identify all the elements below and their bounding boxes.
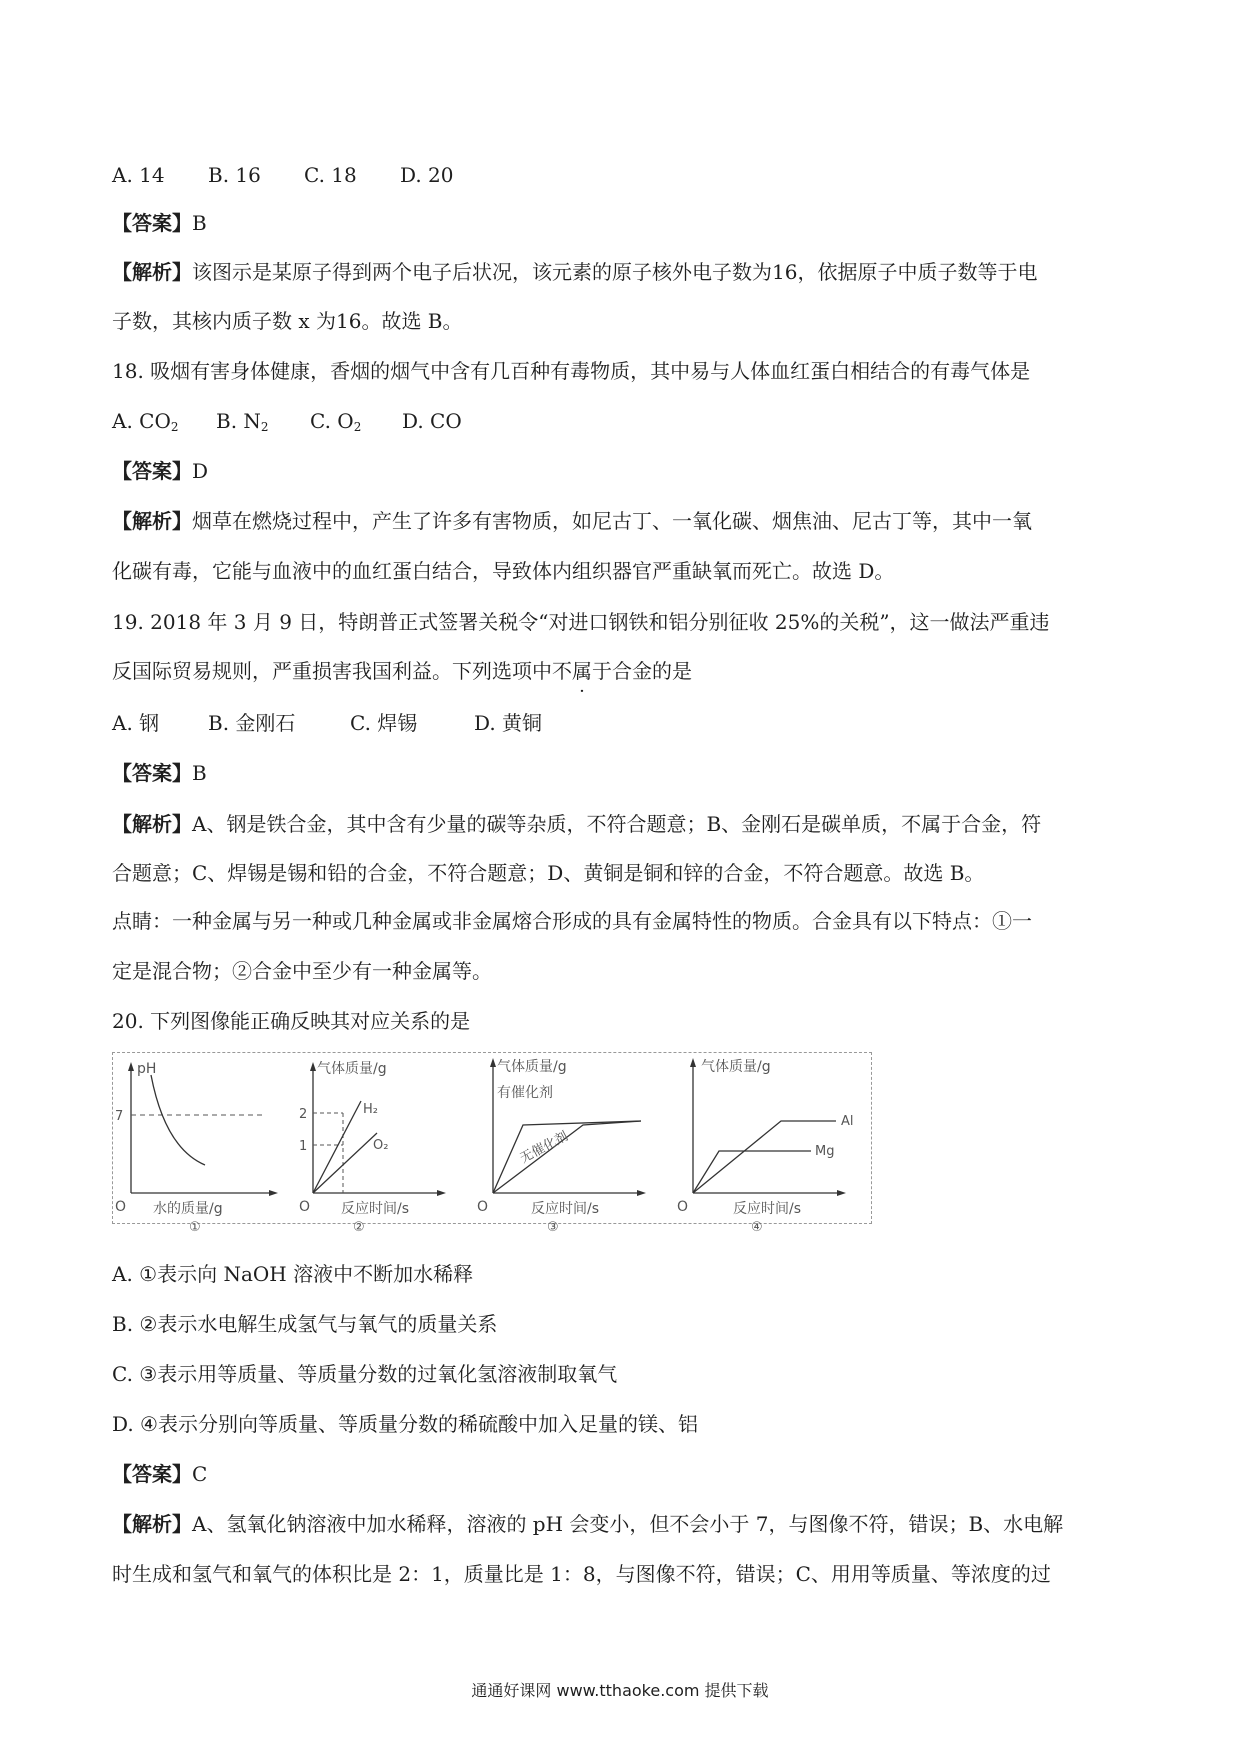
q18-option-b-sub: 2 bbox=[260, 420, 269, 434]
q18-option-c-sub: 2 bbox=[353, 420, 362, 434]
origin-label: O bbox=[299, 1199, 311, 1215]
graph-2-svg bbox=[291, 1053, 471, 1235]
q20-answer-value: C bbox=[192, 1462, 208, 1486]
x-label: 水的质量/g bbox=[153, 1201, 223, 1217]
q17-option-d: D. 20 bbox=[400, 163, 454, 187]
x-label: 反应时间/s bbox=[733, 1201, 802, 1217]
q19-options bbox=[112, 711, 542, 735]
caption: ④ bbox=[751, 1220, 763, 1235]
y-label: pH bbox=[137, 1061, 157, 1077]
q17-answer bbox=[112, 211, 207, 235]
q19-option-d: D. 黄铜 bbox=[474, 711, 543, 735]
mg-line bbox=[693, 1151, 811, 1193]
page-footer: 通通好课网 www.tthaoke.com 提供下载 bbox=[471, 1681, 769, 1700]
q18-options bbox=[112, 409, 462, 439]
h2-line bbox=[313, 1101, 361, 1193]
q18-analysis-line2: 化碳有毒，它能与血液中的血红蛋白结合，导致体内组织器官严重缺氧而死亡。故选 D。 bbox=[112, 559, 895, 583]
q17-answer-value: B bbox=[192, 211, 207, 235]
q18-option-c bbox=[310, 409, 402, 439]
q20-option-b: B. ②表示水电解生成氢气与氧气的质量关系 bbox=[112, 1312, 498, 1336]
graph-4 bbox=[671, 1053, 871, 1235]
answer-tag: 【答案】 bbox=[112, 459, 192, 483]
q19-answer bbox=[112, 761, 207, 785]
q19-answer-value: B bbox=[192, 761, 207, 785]
q17-analysis-line1 bbox=[112, 260, 1037, 284]
q19-stem-post: 合金的是 bbox=[612, 659, 692, 683]
x-axis-arrow bbox=[269, 1190, 278, 1196]
analysis-tag: 【解析】 bbox=[112, 260, 192, 284]
origin-label: O bbox=[677, 1199, 689, 1215]
q19-analysis-line1 bbox=[112, 812, 1041, 836]
q17-options bbox=[112, 163, 454, 187]
graph-3-svg bbox=[471, 1053, 671, 1235]
q17-option-a: A. 14 bbox=[112, 163, 165, 187]
q18-analysis-text1: 烟草在燃烧过程中，产生了许多有害物质，如尼古丁、一氧化碳、烟焦油、尼古丁等，其中一氧 bbox=[192, 509, 1032, 533]
q20-option-c: C. ③表示用等质量、等质量分数的过氧化氢溶液制取氧气 bbox=[112, 1362, 618, 1386]
q18-option-a bbox=[112, 409, 216, 439]
mg-label: Mg bbox=[815, 1144, 835, 1159]
q18-option-c-text: C. O bbox=[310, 409, 354, 433]
analysis-tag: 【解析】 bbox=[112, 509, 192, 533]
q19-stem-line2 bbox=[112, 659, 692, 683]
catalyst-label: 有催化剂 bbox=[497, 1085, 553, 1101]
caption: ② bbox=[353, 1220, 365, 1235]
q18-option-b bbox=[216, 409, 310, 439]
q19-stem-line1: 19. 2018 年 3 月 9 日，特朗普正式签署关税令“对进口钢铁和铝分别征收 25%的关税”，这一做法严重违 bbox=[112, 610, 1050, 634]
graph-4-svg bbox=[671, 1053, 871, 1235]
q18-stem: 18. 吸烟有害身体健康，香烟的烟气中含有几百种有毒物质，其中易与人体血红蛋白相结合的有毒气体是 bbox=[112, 359, 1031, 383]
q18-option-a-sub: 2 bbox=[170, 420, 179, 434]
q20-analysis-text1: A、氢氧化钠溶液中加水稀释，溶液的 pH 会变小，但不会小于 7，与图像不符，错误；B、水电解 bbox=[192, 1512, 1064, 1536]
level-tick: 7 bbox=[115, 1109, 124, 1124]
q20-figure bbox=[112, 1052, 872, 1235]
origin-label: O bbox=[115, 1199, 127, 1215]
q19-stem-pre: 反国际贸易规则，严重损害我国利益。下列选项中 bbox=[112, 659, 552, 683]
q19-note-line1: 点睛：一种金属与另一种或几种金属或非金属熔合形成的具有金属特性的物质。合金具有以下特点：①一 bbox=[112, 909, 1032, 933]
graph-1 bbox=[113, 1053, 293, 1235]
q20-analysis-line1 bbox=[112, 1512, 1063, 1536]
x-axis-arrow bbox=[437, 1190, 446, 1196]
q18-analysis-line1 bbox=[112, 509, 1032, 533]
analysis-tag: 【解析】 bbox=[112, 1512, 192, 1536]
analysis-tag: 【解析】 bbox=[112, 812, 192, 836]
q19-option-b: B. 金刚石 bbox=[208, 711, 296, 735]
answer-tag: 【答案】 bbox=[112, 1462, 192, 1486]
caption: ① bbox=[189, 1220, 201, 1235]
no-catalyst-label: 无催化剂 bbox=[517, 1128, 571, 1167]
y-label: 气体质量/g bbox=[317, 1061, 387, 1077]
q17-analysis-line2: 子数，其核内质子数 x 为16。故选 B。 bbox=[112, 309, 463, 333]
q18-answer bbox=[112, 459, 208, 483]
answer-tag: 【答案】 bbox=[112, 211, 192, 235]
q17-analysis-text1: 该图示是某原子得到两个电子后状况，该元素的原子核外电子数为16，依据原子中质子数等于电 bbox=[192, 260, 1038, 284]
x-axis-arrow bbox=[637, 1190, 646, 1196]
o2-label: O₂ bbox=[373, 1138, 389, 1153]
q19-analysis-line2: 合题意；C、焊锡是锡和铅的合金，不符合题意；D、黄铜是铜和锌的合金，不符合题意。故选 B。 bbox=[112, 861, 985, 885]
al-label: Al bbox=[841, 1114, 854, 1129]
h2-label: H₂ bbox=[363, 1102, 378, 1117]
caption: ③ bbox=[547, 1220, 559, 1235]
q19-note-line2: 定是混合物；②合金中至少有一种金属等。 bbox=[112, 959, 492, 983]
q18-option-b-text: B. N bbox=[216, 409, 261, 433]
q18-answer-value: D bbox=[192, 459, 209, 483]
q20-answer bbox=[112, 1462, 207, 1486]
q20-analysis-line2: 时生成和氢气和氧气的体积比是 2：1，质量比是 1：8，与图像不符，错误；C、用用等质量、等浓度的过 bbox=[112, 1562, 1051, 1586]
q18-option-d: D. CO bbox=[402, 409, 462, 433]
q19-analysis-text1: A、钢是铁合金，其中含有少量的碳等杂质，不符合题意；B、金刚石是碳单质，不属于合金，符 bbox=[192, 812, 1042, 836]
tick-2: 2 bbox=[299, 1107, 308, 1122]
catalyst-line bbox=[493, 1121, 641, 1193]
x-axis-arrow bbox=[837, 1190, 846, 1196]
ph-curve bbox=[151, 1075, 205, 1165]
o2-line bbox=[313, 1133, 377, 1193]
q20-option-d: D. ④表示分别向等质量、等质量分数的稀硫酸中加入足量的镁、铝 bbox=[112, 1412, 698, 1436]
graph-3 bbox=[471, 1053, 671, 1235]
x-label: 反应时间/s bbox=[341, 1201, 410, 1217]
origin-label: O bbox=[477, 1199, 489, 1215]
q20-option-a: A. ①表示向 NaOH 溶液中不断加水稀释 bbox=[112, 1262, 474, 1286]
q19-option-a: A. 钢 bbox=[112, 711, 160, 735]
tick-1: 1 bbox=[299, 1139, 308, 1154]
q19-option-c: C. 焊锡 bbox=[350, 711, 418, 735]
y-label: 气体质量/g bbox=[701, 1059, 771, 1075]
q19-stem-emphasis: 不属于 bbox=[552, 659, 612, 683]
y-label: 气体质量/g bbox=[497, 1059, 567, 1075]
y-axis-arrow bbox=[690, 1058, 696, 1067]
q17-option-c: C. 18 bbox=[304, 163, 357, 187]
x-label: 反应时间/s bbox=[531, 1201, 600, 1217]
y-axis-arrow bbox=[310, 1062, 316, 1071]
graph-2 bbox=[291, 1053, 471, 1235]
y-axis-arrow bbox=[128, 1062, 134, 1071]
graph-1-svg bbox=[113, 1053, 293, 1235]
y-axis-arrow bbox=[490, 1058, 496, 1067]
q17-option-b: B. 16 bbox=[208, 163, 261, 187]
answer-tag: 【答案】 bbox=[112, 761, 192, 785]
q18-option-a-text: A. CO bbox=[112, 409, 171, 433]
no-catalyst-line bbox=[493, 1121, 641, 1193]
q20-stem: 20. 下列图像能正确反映其对应关系的是 bbox=[112, 1009, 471, 1033]
